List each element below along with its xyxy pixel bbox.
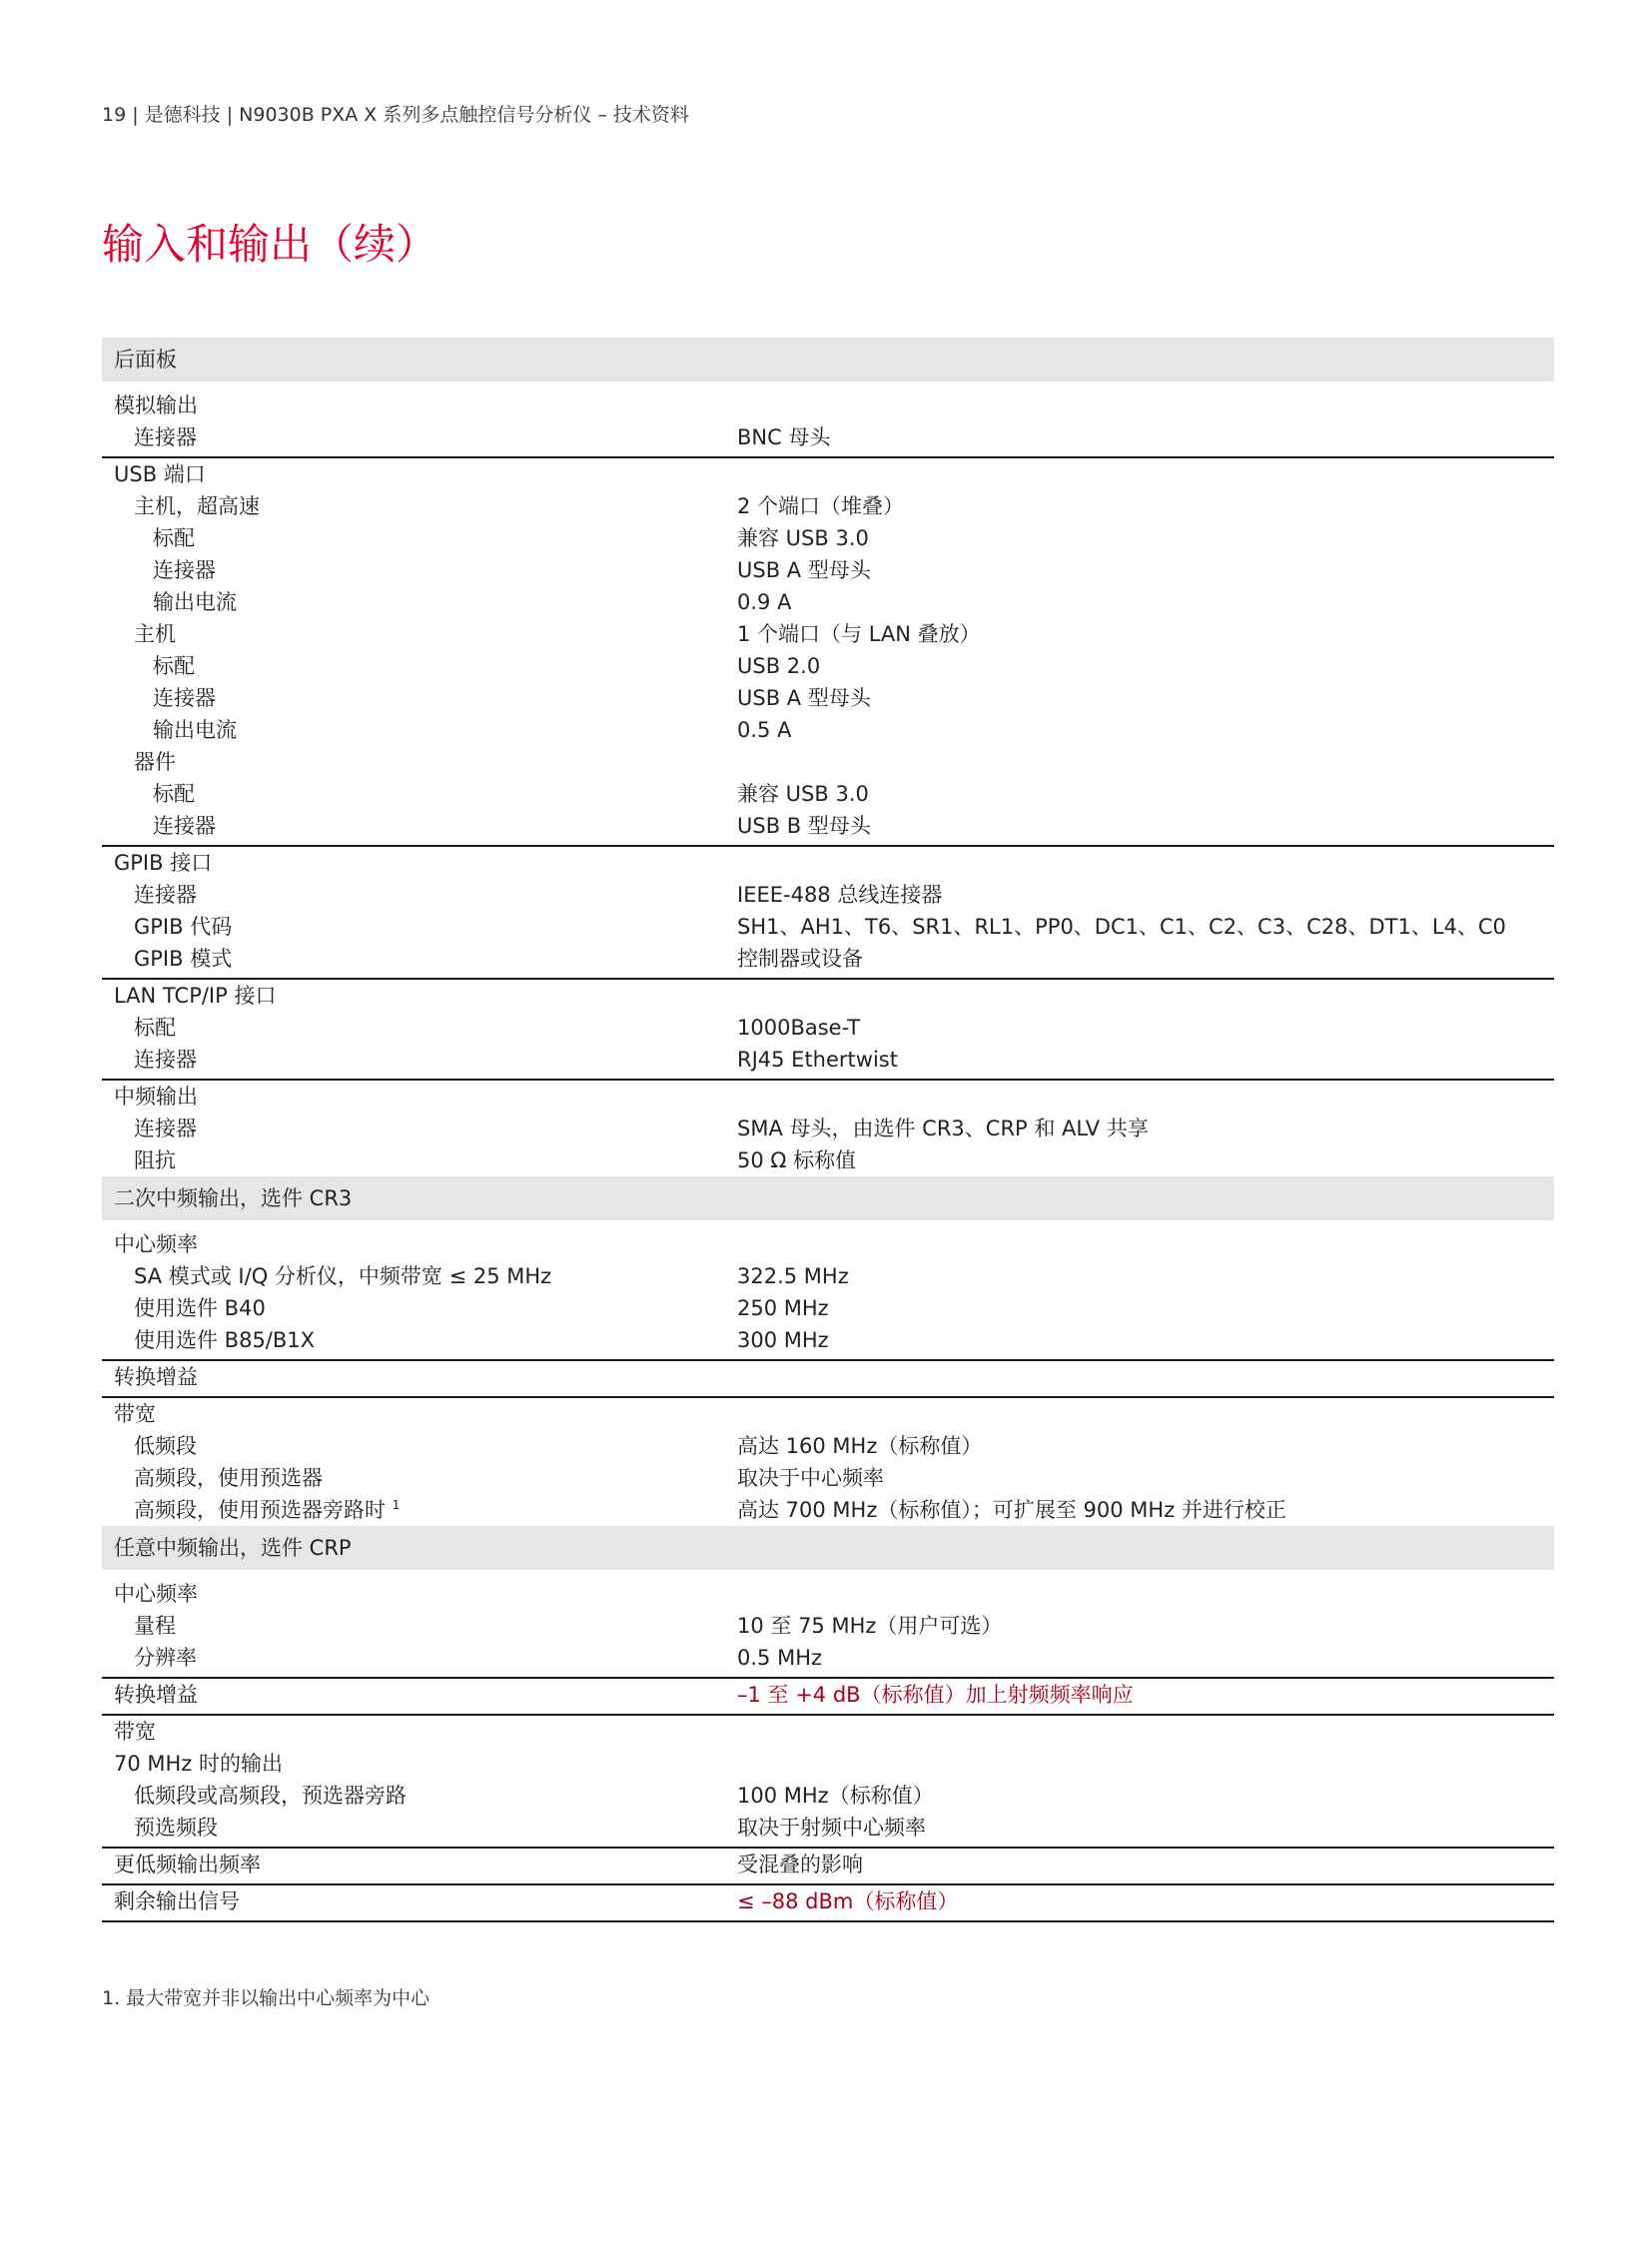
table-row <box>102 943 1554 975</box>
row-label: 主机 <box>134 622 176 646</box>
row-value: 取决于中心频率 <box>737 1466 884 1490</box>
row-label: 70 MHz 时的输出 <box>114 1752 284 1776</box>
table-row <box>102 1044 1554 1076</box>
row-value: 0.5 A <box>737 718 792 742</box>
row-label: 更低频输出频率 <box>114 1853 261 1876</box>
table-row <box>102 1679 1554 1711</box>
row-label: LAN TCP/IP 接口 <box>114 984 277 1008</box>
row-label: 量程 <box>134 1614 176 1638</box>
row-label: 中心频率 <box>114 1582 198 1606</box>
page-title: 输入和输出（续） <box>102 220 438 269</box>
table-row <box>102 650 1554 682</box>
row-label: 带宽 <box>114 1402 156 1426</box>
row-label: 模拟输出 <box>114 393 198 417</box>
row-label: 输出电流 <box>153 718 237 742</box>
section-option-cr3 <box>102 1176 1554 1220</box>
row-label <box>134 1494 400 1526</box>
row-value: –1 至 +4 dB（标称值）加上射频频率响应 <box>737 1683 1134 1707</box>
row-value: 兼容 USB 3.0 <box>737 526 869 550</box>
group-lan <box>102 980 1554 1012</box>
section-option-crp <box>102 1526 1554 1570</box>
table-row <box>102 682 1554 714</box>
row-value: 控制器或设备 <box>737 947 863 971</box>
table-row <box>102 714 1554 746</box>
table-row <box>102 1113 1554 1144</box>
row-value: 1000Base-T <box>737 1016 861 1040</box>
group-bandwidth <box>102 1398 1554 1430</box>
row-value: 322.5 MHz <box>737 1264 849 1288</box>
row-label: 预选频段 <box>134 1816 218 1840</box>
footnote-ref: 1 <box>392 1498 401 1512</box>
group-usb <box>102 458 1554 490</box>
table-row <box>102 1430 1554 1462</box>
group-center-frequency <box>102 1578 1554 1610</box>
row-value: 250 MHz <box>737 1296 829 1320</box>
row-label: 中心频率 <box>114 1232 198 1256</box>
table-row <box>102 778 1554 810</box>
row-value: 0.5 MHz <box>737 1646 823 1670</box>
row-label: 连接器 <box>134 883 197 907</box>
row-label: 连接器 <box>134 1117 197 1140</box>
table-row <box>102 1780 1554 1812</box>
row-value: 1 个端口（与 LAN 叠放） <box>737 622 981 646</box>
row-value: 高达 160 MHz（标称值） <box>737 1434 983 1458</box>
table-row <box>102 1748 1554 1780</box>
table-row <box>102 522 1554 554</box>
row-value: USB A 型母头 <box>737 686 871 710</box>
table-row <box>102 1494 1554 1526</box>
row-label: 标配 <box>153 526 195 550</box>
table-row <box>102 554 1554 586</box>
row-value: 高达 700 MHz（标称值）；可扩展至 900 MHz 并进行校正 <box>737 1498 1286 1522</box>
table-row <box>102 1361 1554 1393</box>
table-row <box>102 618 1554 650</box>
row-label: 阻抗 <box>134 1148 176 1172</box>
table-row <box>102 490 1554 522</box>
row-label: 使用选件 B85/B1X <box>134 1328 316 1352</box>
table-row <box>102 1012 1554 1044</box>
table-row <box>102 1260 1554 1292</box>
row-value: 300 MHz <box>737 1328 829 1352</box>
table-row <box>102 1642 1554 1674</box>
footnote: 1. 最大带宽并非以输出中心频率为中心 <box>102 1987 430 2009</box>
row-label: 输出电流 <box>153 590 237 614</box>
row-label: 连接器 <box>153 558 216 582</box>
row-value: BNC 母头 <box>737 425 831 449</box>
row-label: 高频段，使用预选器 <box>134 1466 323 1490</box>
table-row <box>102 810 1554 842</box>
table-row <box>102 1885 1554 1917</box>
table-row <box>102 586 1554 618</box>
row-label: 标配 <box>134 1016 176 1040</box>
table-row <box>102 879 1554 911</box>
table-row <box>102 1849 1554 1880</box>
table-row <box>102 1812 1554 1844</box>
table-row <box>102 1462 1554 1494</box>
row-label: 分辨率 <box>134 1646 197 1670</box>
section-label: 二次中频输出，选件 CR3 <box>114 1186 353 1210</box>
table-row <box>102 1144 1554 1176</box>
group-bandwidth <box>102 1716 1554 1748</box>
row-label-text: 高频段，使用预选器旁路时 <box>134 1498 386 1522</box>
row-value: SMA 母头，由选件 CR3、CRP 和 ALV 共享 <box>737 1117 1149 1140</box>
section-label: 后面板 <box>114 348 177 372</box>
row-label: GPIB 模式 <box>134 947 233 971</box>
table-row <box>102 421 1554 453</box>
page-header: 19 | 是德科技 | N9030B PXA X 系列多点触控信号分析仪 – 技术资料 <box>102 104 689 126</box>
row-label: 器件 <box>134 750 176 774</box>
row-label: SA 模式或 I/Q 分析仪，中频带宽 ≤ 25 MHz <box>134 1264 552 1288</box>
row-value: USB A 型母头 <box>737 558 871 582</box>
row-value: SH1、AH1、T6、SR1、RL1、PP0、DC1、C1、C2、C3、C28、DT1、L4、C0 <box>737 915 1506 939</box>
row-value: RJ45 Ethertwist <box>737 1048 898 1072</box>
row-value: 受混叠的影响 <box>737 1853 863 1876</box>
row-label: 标配 <box>153 654 195 678</box>
row-value: 取决于射频中心频率 <box>737 1816 926 1840</box>
row-label: GPIB 代码 <box>134 915 233 939</box>
row-value: USB B 型母头 <box>737 814 871 838</box>
row-label: GPIB 接口 <box>114 851 213 875</box>
table-row <box>102 1610 1554 1642</box>
row-label: 标配 <box>153 782 195 806</box>
row-value: 兼容 USB 3.0 <box>737 782 869 806</box>
table-row <box>102 746 1554 778</box>
row-value: IEEE-488 总线连接器 <box>737 883 943 907</box>
row-label: USB 端口 <box>114 462 206 486</box>
row-label: 连接器 <box>134 425 197 449</box>
row-value: 50 Ω 标称值 <box>737 1148 857 1172</box>
table-row <box>102 911 1554 943</box>
row-label: 转换增益 <box>114 1365 198 1389</box>
group-analog-output <box>102 389 1554 421</box>
row-value: 100 MHz（标称值） <box>737 1784 934 1808</box>
row-label: 低频段或高频段，预选器旁路 <box>134 1784 407 1808</box>
row-label: 转换增益 <box>114 1683 198 1707</box>
section-rear-panel <box>102 338 1554 381</box>
row-label: 低频段 <box>134 1434 197 1458</box>
table-row <box>102 1324 1554 1356</box>
row-value: 0.9 A <box>737 590 792 614</box>
row-label: 连接器 <box>153 686 216 710</box>
group-gpib <box>102 847 1554 879</box>
row-label: 连接器 <box>134 1048 197 1072</box>
spec-table <box>102 338 1554 1922</box>
row-value: ≤ –88 dBm（标称值） <box>737 1889 959 1913</box>
row-label: 使用选件 B40 <box>134 1296 266 1320</box>
row-label: 连接器 <box>153 814 216 838</box>
section-label: 任意中频输出，选件 CRP <box>114 1536 352 1560</box>
row-value: USB 2.0 <box>737 654 821 678</box>
table-row <box>102 1292 1554 1324</box>
group-center-frequency <box>102 1228 1554 1260</box>
group-if-output <box>102 1081 1554 1113</box>
row-label: 带宽 <box>114 1720 156 1744</box>
row-label: 主机，超高速 <box>134 494 260 518</box>
divider <box>102 1920 1554 1922</box>
row-value: 2 个端口（堆叠） <box>737 494 905 518</box>
row-label: 剩余输出信号 <box>114 1889 240 1913</box>
row-label: 中频输出 <box>114 1085 198 1109</box>
row-value: 10 至 75 MHz（用户可选） <box>737 1614 1003 1638</box>
